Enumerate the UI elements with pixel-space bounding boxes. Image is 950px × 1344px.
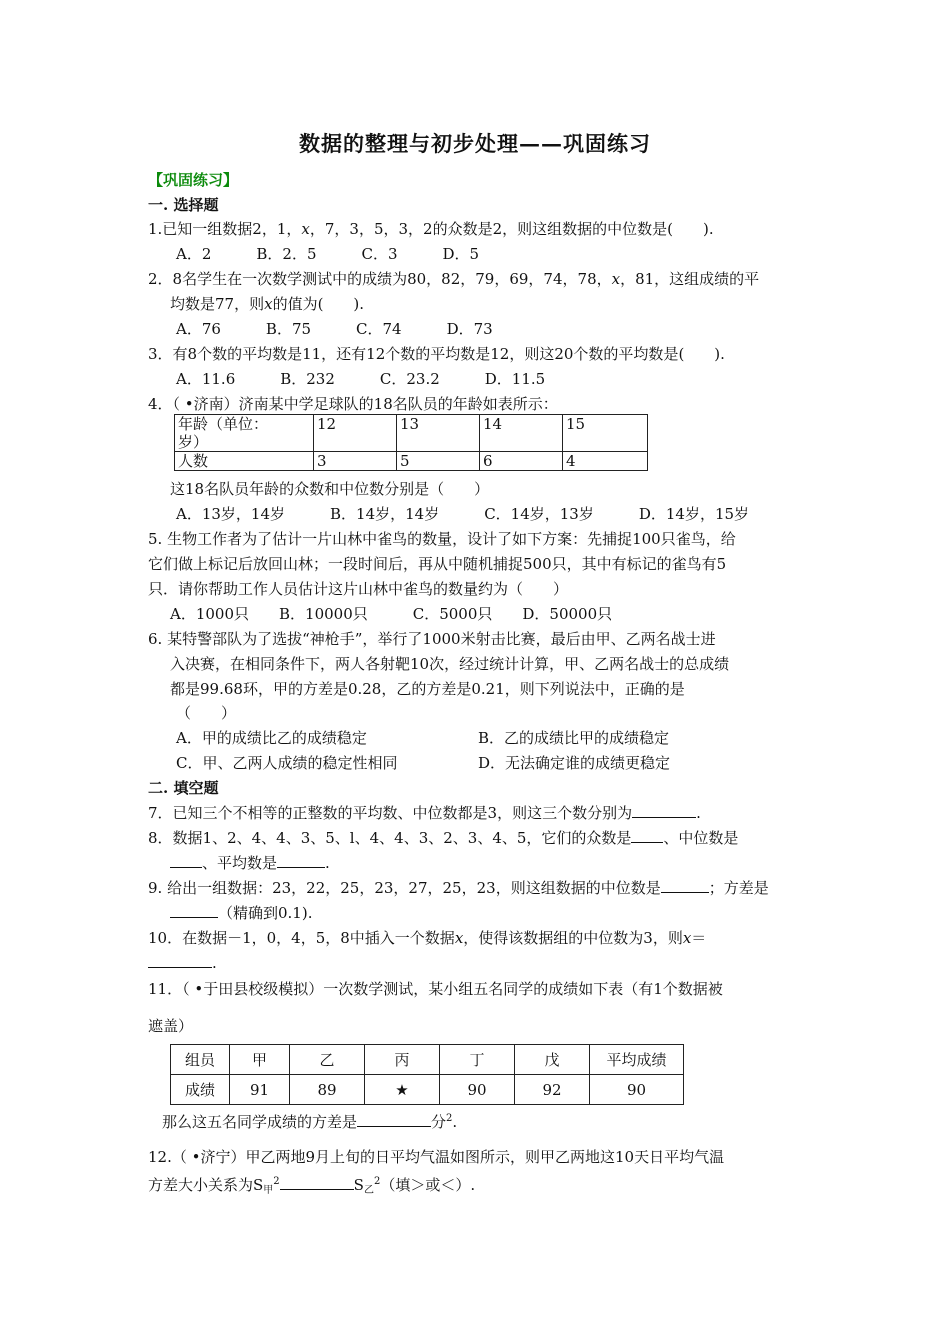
- question-12-line2: [148, 1172, 475, 1201]
- q6-option-c: C．甲、乙两人成绩的稳定性相同: [176, 754, 398, 772]
- question-10: [148, 928, 706, 948]
- q2-text-c: 均数是77，则: [170, 295, 265, 313]
- part2-heading: 二. 填空题: [148, 779, 219, 797]
- score-header-cell: 丙: [365, 1045, 440, 1075]
- score-header-cell: 乙: [290, 1045, 365, 1075]
- q2-text-b: ，81，这组成绩的平: [620, 270, 760, 288]
- q8-text-a: 8．数据1、2、4、4、3、5、l、4、4、3、2、3、4、5，它们的众数是: [148, 829, 632, 847]
- age-header-a: 年龄（单位：: [178, 415, 269, 433]
- count-cell: 5: [397, 452, 480, 471]
- question-6-line2: 入决赛，在相同条件下，两人各射靶10次，经过统计计算，甲、乙两名战士的总成绩: [170, 655, 730, 673]
- answer-blank[interactable]: [148, 953, 212, 968]
- q1-text-a: 1.已知一组数据2，1，: [148, 220, 302, 238]
- q12-text-b: 方差大小关系为S: [148, 1176, 264, 1194]
- q1-options: A．2 B．2．5 C．3 D．5: [176, 245, 480, 263]
- q11-text-d: 分: [431, 1113, 447, 1131]
- q7-text-b: .: [696, 804, 701, 822]
- question-4: 4．（ •济南）济南某中学足球队的18名队员的年龄如表所示：: [148, 395, 558, 413]
- q9-text-b: ；方差是: [708, 879, 769, 897]
- q12-sup1: 2: [273, 1176, 280, 1187]
- q5-options: A．1000只 B．10000只 C．5000只 D．50000只: [170, 605, 613, 623]
- score-cell: 91: [230, 1075, 290, 1105]
- q2-text-a: 2．8名学生在一次数学测试中的成绩为80，82，79，69，74，78，: [148, 270, 612, 288]
- question-7: [148, 803, 701, 823]
- count-cell: 6: [480, 452, 563, 471]
- answer-blank[interactable]: [170, 853, 202, 868]
- score-header-cell: 丁: [440, 1045, 515, 1075]
- q3-options: A．11.6 B．232 C．23.2 D．11.5: [176, 370, 546, 388]
- age-cell: 12: [314, 415, 397, 452]
- answer-blank[interactable]: [632, 803, 696, 818]
- age-header-b: 岁）: [178, 433, 209, 451]
- q11-sup: 2: [446, 1113, 453, 1124]
- q6-option-a: A．甲的成绩比乙的成绩稳定: [176, 729, 367, 747]
- count-header-cell: 人数: [175, 452, 314, 471]
- q2-options: A．76 B．75 C．74 D．73: [176, 320, 493, 338]
- q8-text-c: 、平均数是: [202, 854, 278, 872]
- answer-blank[interactable]: [661, 878, 709, 893]
- question-2-cont: [170, 294, 364, 314]
- question-9-line2: [170, 903, 312, 923]
- score-cell: 成绩: [171, 1075, 230, 1105]
- question-8: [148, 828, 738, 848]
- score-header-cell: 甲: [230, 1045, 290, 1075]
- score-cell-hidden: ★: [365, 1075, 440, 1105]
- question-5: 5. 生物工作者为了估计一片山林中雀鸟的数量，设计了如下方案：先捕捉100只雀鸟，给: [148, 530, 736, 548]
- q4-options: A．13岁，14岁 B．14岁，14岁 C．14岁，13岁 D．14岁，15岁: [176, 505, 750, 523]
- section-label: 【巩固练习】: [148, 171, 239, 189]
- q9-text-c: （精确到0.1).: [218, 904, 313, 922]
- question-11-line3: [162, 1109, 457, 1132]
- age-header-cell: [175, 415, 314, 452]
- question-5-line2: 它们做上标记后放回山林；一段时间后，再从中随机捕捉500只，其中有标记的雀鸟有5: [148, 555, 727, 573]
- q10-text-c: ＝: [691, 929, 707, 947]
- age-cell: 15: [563, 415, 648, 452]
- q10-text-d: .: [212, 954, 217, 972]
- q1-var: x: [301, 220, 310, 238]
- question-11: 11．（ •于田县校级模拟）一次数学测试，某小组五名同学的成绩如下表（有1个数据被: [148, 980, 723, 998]
- score-table: [170, 1044, 684, 1105]
- q6-option-b: B．乙的成绩比甲的成绩稳定: [478, 729, 670, 747]
- question-1: [148, 219, 714, 239]
- q11-text-e: .: [452, 1113, 458, 1131]
- answer-blank[interactable]: [277, 853, 325, 868]
- question-8-line2: [170, 853, 330, 873]
- answer-blank[interactable]: [357, 1112, 431, 1127]
- q6-option-d: D．无法确定谁的成绩更稳定: [478, 754, 671, 772]
- age-table: [174, 414, 648, 471]
- score-cell: 90: [440, 1075, 515, 1105]
- age-cell: 14: [480, 415, 563, 452]
- question-2: [148, 269, 759, 289]
- score-header-cell: 组员: [171, 1045, 230, 1075]
- question-6: 6. 某特警部队为了选拔“神枪手”，举行了1000米射击比赛，最后由甲、乙两名战士进: [148, 630, 716, 648]
- q4-question: 这18名队员年龄的众数和中位数分别是（ ）: [170, 480, 490, 498]
- count-cell: 4: [563, 452, 648, 471]
- q10-text-a: 10．在数据－1，0，4，5，8中插入一个数据: [148, 929, 455, 947]
- answer-blank[interactable]: [170, 903, 218, 918]
- score-header-cell: 戊: [515, 1045, 590, 1075]
- q12-sup2: 2: [373, 1176, 381, 1187]
- question-12: 12.（ •济宁）甲乙两地9月上旬的日平均气温如图所示，则甲乙两地这10天日平均气温: [148, 1148, 725, 1166]
- question-10-line2: [148, 953, 217, 973]
- q7-text-a: 7．已知三个不相等的正整数的平均数、中位数都是3，则这三个数分别为: [148, 804, 633, 822]
- answer-blank[interactable]: [280, 1175, 354, 1190]
- q10-var: x: [454, 929, 464, 947]
- q1-text-b: ，7，3，5，3，2的众数是2，则这组数据的中位数是( ).: [309, 220, 714, 238]
- question-11-line2: 遮盖）: [148, 1017, 194, 1035]
- count-cell: 3: [314, 452, 397, 471]
- question-3: 3．有8个数的平均数是11，还有12个数的平均数是12，则这20个数的平均数是( ).: [148, 345, 725, 363]
- q2-var-2: x: [264, 295, 273, 313]
- q11-text-c: 那么这五名同学成绩的方差是: [162, 1113, 358, 1131]
- q9-text-a: 9. 给出一组数据：23，22，25，23，27，25，23，则这组数据的中位数是: [148, 879, 661, 897]
- page-title: 数据的整理与初步处理——巩固练习: [299, 131, 651, 156]
- q8-text-d: .: [325, 854, 330, 872]
- question-6-line3: 都是99.68环，甲的方差是0.28，乙的方差是0.21，则下列说法中，正确的是: [170, 680, 685, 698]
- q12-sub1: 甲: [263, 1185, 274, 1196]
- age-cell: 13: [397, 415, 480, 452]
- q10-var-2: x: [682, 929, 692, 947]
- answer-blank[interactable]: [631, 828, 663, 843]
- q10-text-b: ，使得该数据组的中位数为3，则: [463, 929, 683, 947]
- question-9: [148, 878, 769, 898]
- q12-sub2: 乙: [363, 1185, 374, 1196]
- score-cell: 90: [590, 1075, 684, 1105]
- q2-text-d: 的值为( ).: [272, 295, 365, 313]
- score-cell: 89: [290, 1075, 365, 1105]
- q12-text-d: （填＞或＜）.: [380, 1176, 476, 1194]
- score-cell: 92: [515, 1075, 590, 1105]
- q8-text-b: 、中位数是: [663, 829, 739, 847]
- q2-var: x: [611, 270, 621, 288]
- question-6-line4: （ ）: [176, 704, 237, 722]
- question-5-line3: 只．请你帮助工作人员估计这片山林中雀鸟的数量约为（ ）: [148, 580, 569, 598]
- part1-heading: 一. 选择题: [148, 196, 219, 214]
- q12-text-c: S: [353, 1176, 364, 1194]
- score-header-cell: 平均成绩: [590, 1045, 684, 1075]
